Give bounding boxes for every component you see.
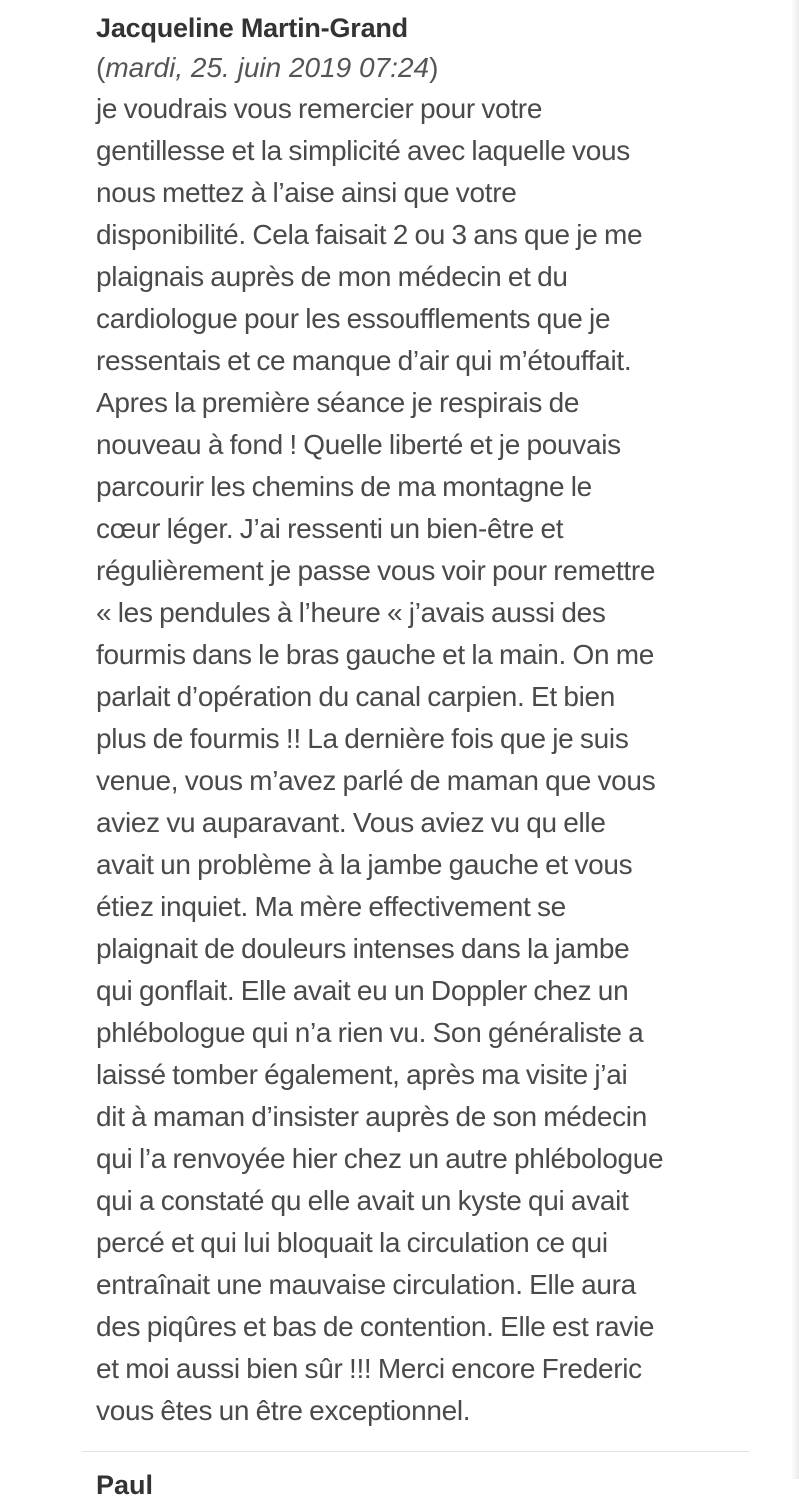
message-line: cardiologue pour les essoufflements que je xyxy=(96,303,611,334)
message-line: gentillesse et la simplicité avec laquelle vous xyxy=(96,135,630,166)
message-line: qui a constaté qu elle avait un kyste qui avait xyxy=(96,1185,629,1216)
entry-date xyxy=(96,48,746,88)
message-line: disponibilité. Cela faisait 2 ou 3 ans que je me xyxy=(96,219,643,250)
message-line: vous êtes un être exceptionnel. xyxy=(96,1395,471,1426)
entry-author: Jacqueline Martin-Grand xyxy=(96,13,408,43)
entry-date-open-paren: ( xyxy=(96,52,106,83)
message-line: régulièrement je passe vous voir pour remettre xyxy=(96,555,656,586)
message-line: plus de fourmis !! La dernière fois que je suis xyxy=(96,723,629,754)
message-line: entraînait une mauvaise circulation. Elle aura xyxy=(96,1269,636,1300)
message-line: Apres la première séance je respirais de xyxy=(96,387,580,418)
guestbook-entry xyxy=(96,8,746,1432)
message-line: des piqûres et bas de contention. Elle est ravie xyxy=(96,1311,655,1342)
message-line: nous mettez à l’aise ainsi que votre xyxy=(96,177,517,208)
message-line: cœur léger. J’ai ressenti un bien-être et xyxy=(96,513,564,544)
message-line: dit à maman d’insister auprès de son médecin xyxy=(96,1101,647,1132)
message-line: ressentais et ce manque d’air qui m’étouffait. xyxy=(96,345,632,376)
message-line: laissé tomber également, après ma visite j’ai xyxy=(96,1059,628,1090)
entry-date-value: mardi, 25. juin 2019 07:24 xyxy=(105,52,430,83)
message-line: parcourir les chemins de ma montagne le xyxy=(96,471,592,502)
message-line: plaignais auprès de mon médecin et du xyxy=(96,261,568,292)
message-line: et moi aussi bien sûr !!! Merci encore Frederic xyxy=(96,1353,642,1384)
entry-divider xyxy=(82,1451,749,1452)
message-line: venue, vous m’avez parlé de maman que vous xyxy=(96,765,656,796)
message-line: parlait d’opération du canal carpien. Et bien xyxy=(96,681,616,712)
scrollbar-edge[interactable] xyxy=(791,0,799,1479)
message-line: qui gonflait. Elle avait eu un Doppler chez un xyxy=(96,975,629,1006)
message-line: fourmis dans le bras gauche et la main. On me xyxy=(96,639,655,670)
message-line: phlébologue qui n’a rien vu. Son généraliste a xyxy=(96,1017,644,1048)
message-line: percé et qui lui bloquait la circulation ce qui xyxy=(96,1227,608,1258)
entry-message xyxy=(96,88,746,1432)
message-line: « les pendules à l’heure « j’avais aussi des xyxy=(96,597,606,628)
message-line: avait un problème à la jambe gauche et vous xyxy=(96,849,633,880)
message-line: nouveau à fond ! Quelle liberté et je pouvais xyxy=(96,429,621,460)
message-line: qui l’a renvoyée hier chez un autre phlébologue xyxy=(96,1143,664,1174)
entry-date-close-paren: ) xyxy=(429,52,439,83)
message-line: plaignait de douleurs intenses dans la jambe xyxy=(96,933,630,964)
message-line: aviez vu auparavant. Vous aviez vu qu elle xyxy=(96,807,606,838)
next-entry-author: Paul xyxy=(96,1470,154,1500)
message-line: étiez inquiet. Ma mère effectivement se xyxy=(96,891,566,922)
message-line: je voudrais vous remercier pour votre xyxy=(96,93,543,124)
